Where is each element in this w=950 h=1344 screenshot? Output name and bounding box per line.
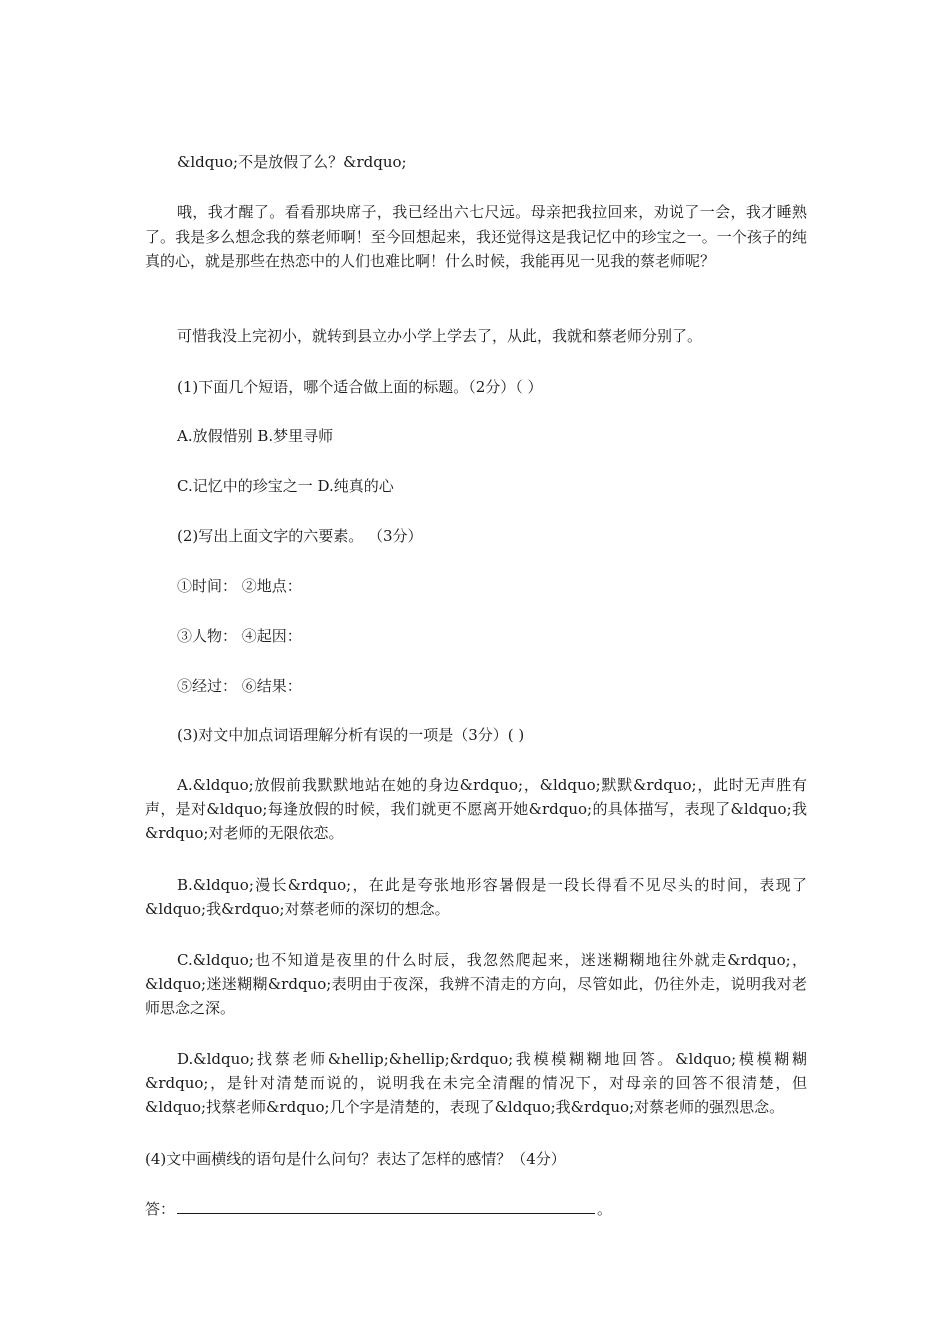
answer-blank-line[interactable] xyxy=(177,1197,595,1214)
paragraph-awake: 哦，我才醒了。看看那块席子，我已经出六七尺远。母亲把我拉回来，劝说了一会，我才睡熟了。我是多么想念我的蔡老师啊！至今回想起来，我还觉得这是我记忆中的珍宝之一。一个孩子的纯真的心，就是那些在热恋中的人们也难比啊！什么时候，我能再见一见我的蔡老师呢？ xyxy=(145,203,807,270)
answer-end-mark: 。 xyxy=(597,1200,613,1218)
question-3: (3)对文中加点词语理解分析有误的一项是（3分）( ) xyxy=(177,726,525,744)
question-4: (4)文中画横线的语句是什么问句？表达了怎样的感情？（4分） xyxy=(145,1150,566,1168)
question-3-option-c: C.&ldquo;也不知道是夜里的什么时辰，我忽然爬起来，迷迷糊糊地往外就走&rdquo;，&ldquo;迷迷糊糊&rdquo;表明由于夜深，我辨不清走的方向，尽管如此，仍往外走，说明我对老师思念之深。 xyxy=(145,951,807,1017)
question-4-answer xyxy=(145,1197,807,1221)
question-2-line-1: ①时间： ②地点： xyxy=(177,577,302,595)
paragraph-separation: 可惜我没上完初小，就转到县立办小学上学去了，从此，我就和蔡老师分别了。 xyxy=(177,327,703,345)
question-3-option-d: D.&ldquo;找蔡老师&hellip;&hellip;&rdquo;我模模糊糊地回答。&ldquo;模模糊糊&rdquo;，是针对清楚而说的，说明我在未完全清醒的情况下，对母亲的回答不很清楚，但&ldquo;找蔡老师&rdquo;几个字是清楚的，表现了&ldquo;我&rdquo;对蔡老师的强烈思念。 xyxy=(145,1050,807,1116)
answer-label: 答： xyxy=(145,1200,176,1218)
question-3-option-b: B.&ldquo;漫长&rdquo;，在此是夸张地形容暑假是一段长得看不见尽头的时间，表现了&ldquo;我&rdquo;对蔡老师的深切的想念。 xyxy=(145,876,807,918)
question-2-line-2: ③人物： ④起因： xyxy=(177,627,302,645)
question-1: (1)下面几个短语，哪个适合做上面的标题。（2分）（ ） xyxy=(177,378,543,396)
paragraph-quote: &ldquo;不是放假了么？&rdquo; xyxy=(177,153,407,171)
question-3-option-a: A.&ldquo;放假前我默默地站在她的身边&rdquo;，&ldquo;默默&rdquo;，此时无声胜有声，是对&ldquo;每逢放假的时候，我们就更不愿离开她&rdquo;的具体描写，表现了&ldquo;我&rdquo;对老师的无限依恋。 xyxy=(145,776,807,842)
question-1-options-ab: A.放假惜别 B.梦里寻师 xyxy=(177,427,334,445)
question-1-options-cd: C.记忆中的珍宝之一 D.纯真的心 xyxy=(177,477,394,495)
question-2: (2)写出上面文字的六要素。 （3分） xyxy=(177,527,423,545)
question-2-line-3: ⑤经过： ⑥结果： xyxy=(177,677,302,695)
